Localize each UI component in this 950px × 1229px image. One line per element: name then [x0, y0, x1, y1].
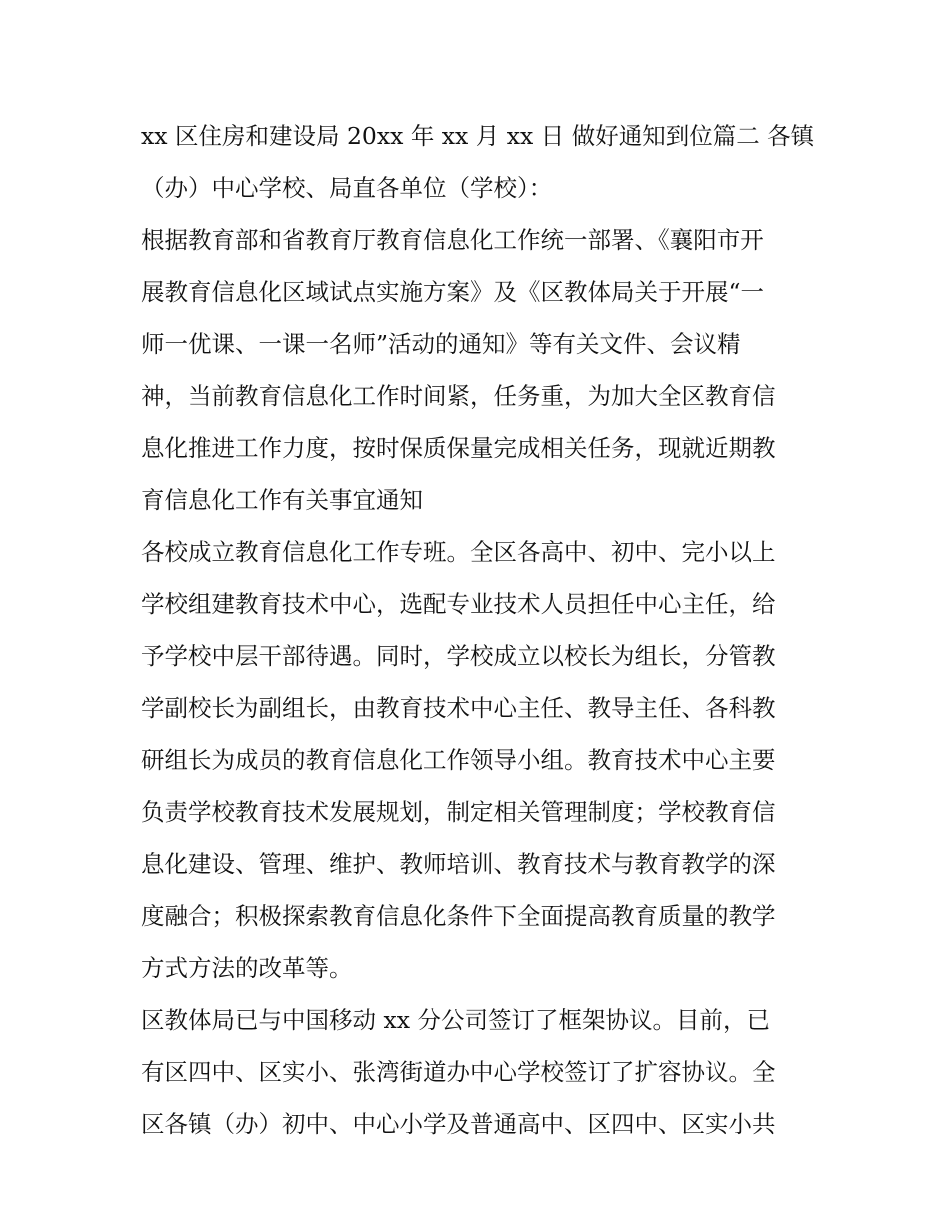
text-line: 育信息化工作有关事宜通知 [141, 486, 423, 514]
text-line: 有区四中、区实小、张湾街道办中心学校签订了扩容协议。全 [141, 1058, 776, 1086]
text-line: 展教育信息化区域试点实施方案》及《区教体局关于开展“一 [141, 278, 765, 306]
text-line: 息化推进工作力度，按时保质保量完成相关任务，现就近期教 [141, 434, 776, 462]
text-line: 予学校中层干部待遇。同时，学校成立以校长为组长，分管教 [141, 642, 776, 670]
text-line: xx 区住房和建设局 20xx 年 xx 月 xx 日 做好通知到位篇二 各镇 [141, 122, 815, 150]
text-line: 负责学校教育技术发展规划，制定相关管理制度；学校教育信 [141, 798, 776, 826]
text-line: 师一优课、一课一名师”活动的通知》等有关文件、会议精 [141, 330, 741, 358]
text-line: 各校成立教育信息化工作专班。全区各高中、初中、完小以上 [141, 538, 776, 566]
text-line: 根据教育部和省教育厅教育信息化工作统一部署、《襄阳市开 [141, 226, 764, 254]
text-line: 学副校长为副组长，由教育技术中心主任、教导主任、各科教 [141, 694, 776, 722]
text-line: 息化建设、管理、维护、教师培训、教育技术与教育教学的深 [141, 850, 776, 878]
text-line: 度融合；积极探索教育信息化条件下全面提高教育质量的教学 [141, 902, 776, 930]
text-line: 方式方法的改革等。 [141, 954, 353, 982]
text-line: 神，当前教育信息化工作时间紧，任务重，为加大全区教育信 [141, 382, 776, 410]
text-line: 学校组建教育技术中心，选配专业技术人员担任中心主任，给 [141, 590, 776, 618]
text-line: 区各镇（办）初中、中心小学及普通高中、区四中、区实小共 [141, 1110, 776, 1138]
document-body [141, 110, 821, 1150]
text-line: 研组长为成员的教育信息化工作领导小组。教育技术中心主要 [141, 746, 776, 774]
text-line: （办）中心学校、局直各单位（学校）： [141, 174, 553, 202]
text-line: 区教体局已与中国移动 xx 分公司签订了框架协议。目前，已 [141, 1006, 770, 1034]
